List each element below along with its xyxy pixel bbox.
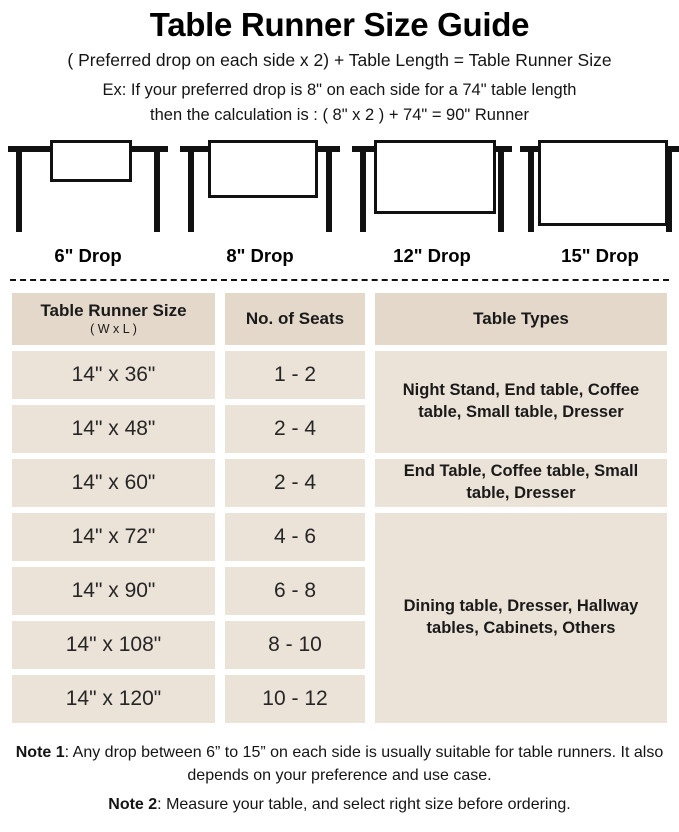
table-row: 1 - 2	[225, 351, 365, 399]
drop-label-12in: 12" Drop	[393, 244, 471, 266]
runner-shape	[50, 140, 132, 182]
table-leg-left	[528, 152, 534, 232]
header-runner-size	[12, 293, 215, 345]
example-line-1: Ex: If your preferred drop is 8" on each side for a 74" table length	[102, 81, 577, 99]
drop-label-8in: 8" Drop	[226, 244, 294, 266]
table-leg-right	[326, 152, 332, 232]
table-illustration-8in	[180, 138, 340, 238]
note-1-label: Note 1	[15, 743, 65, 761]
table-row: 14" x 90"	[12, 567, 215, 615]
note-2	[12, 793, 667, 816]
size-guide-page	[0, 6, 679, 832]
table-illustration-15in	[520, 138, 679, 238]
runner-shape	[374, 140, 496, 214]
note-2-text: : Measure your table, and select right size before ordering.	[157, 796, 571, 814]
table-row: 4 - 6	[225, 513, 365, 561]
table-row: 14" x 48"	[12, 405, 215, 453]
table-row: Night Stand, End table, Coffee table, Small table, Dresser	[375, 351, 667, 453]
note-1-text: : Any drop between 6” to 15” on each side is usually suitable for table runners. It also depends on your preference and use case.	[64, 743, 664, 785]
table-leg-left	[16, 152, 22, 232]
header-table-types: Table Types	[375, 293, 667, 345]
table-row: 14" x 72"	[12, 513, 215, 561]
table-row: 2 - 4	[225, 459, 365, 507]
table-row: 8 - 10	[225, 621, 365, 669]
header-runner-size-label: Table Runner Size	[40, 300, 187, 320]
page-title: Table Runner Size Guide	[149, 6, 530, 43]
table-row: End Table, Coffee table, Small table, Dresser	[375, 459, 667, 507]
table-row: 14" x 108"	[12, 621, 215, 669]
drop-label-15in: 15" Drop	[561, 244, 639, 266]
table-leg-right	[154, 152, 160, 232]
formula-line: ( Preferred drop on each side x 2) + Table Length = Table Runner Size	[67, 50, 612, 70]
note-1	[12, 741, 667, 787]
table-illustration-6in	[8, 138, 168, 238]
size-table	[12, 293, 667, 729]
table-row: 10 - 12	[225, 675, 365, 723]
header-runner-size-sublabel: ( W x L )	[90, 322, 137, 337]
table-leg-left	[360, 152, 366, 232]
table-row: 14" x 60"	[12, 459, 215, 507]
table-row: 14" x 120"	[12, 675, 215, 723]
column-seats	[225, 293, 365, 729]
column-table-types	[375, 293, 667, 729]
table-row: 6 - 8	[225, 567, 365, 615]
drop-label-row	[8, 245, 671, 275]
header-seats: No. of Seats	[225, 293, 365, 345]
runner-shape	[538, 140, 668, 226]
table-leg-left	[188, 152, 194, 232]
table-row: Dining table, Dresser, Hallway tables, Cabinets, Others	[375, 513, 667, 723]
table-row: 14" x 36"	[12, 351, 215, 399]
drop-label-6in: 6" Drop	[54, 244, 122, 266]
note-2-label: Note 2	[108, 796, 158, 814]
table-leg-right	[498, 152, 504, 232]
column-runner-size	[12, 293, 215, 729]
notes-section	[12, 741, 667, 817]
example-line-2: then the calculation is : ( 8" x 2 ) + 74" = 90" Runner	[150, 106, 529, 125]
runner-shape	[208, 140, 318, 198]
section-divider	[10, 279, 669, 281]
drop-illustrations	[8, 138, 671, 243]
table-row: 2 - 4	[225, 405, 365, 453]
table-illustration-12in	[352, 138, 512, 238]
